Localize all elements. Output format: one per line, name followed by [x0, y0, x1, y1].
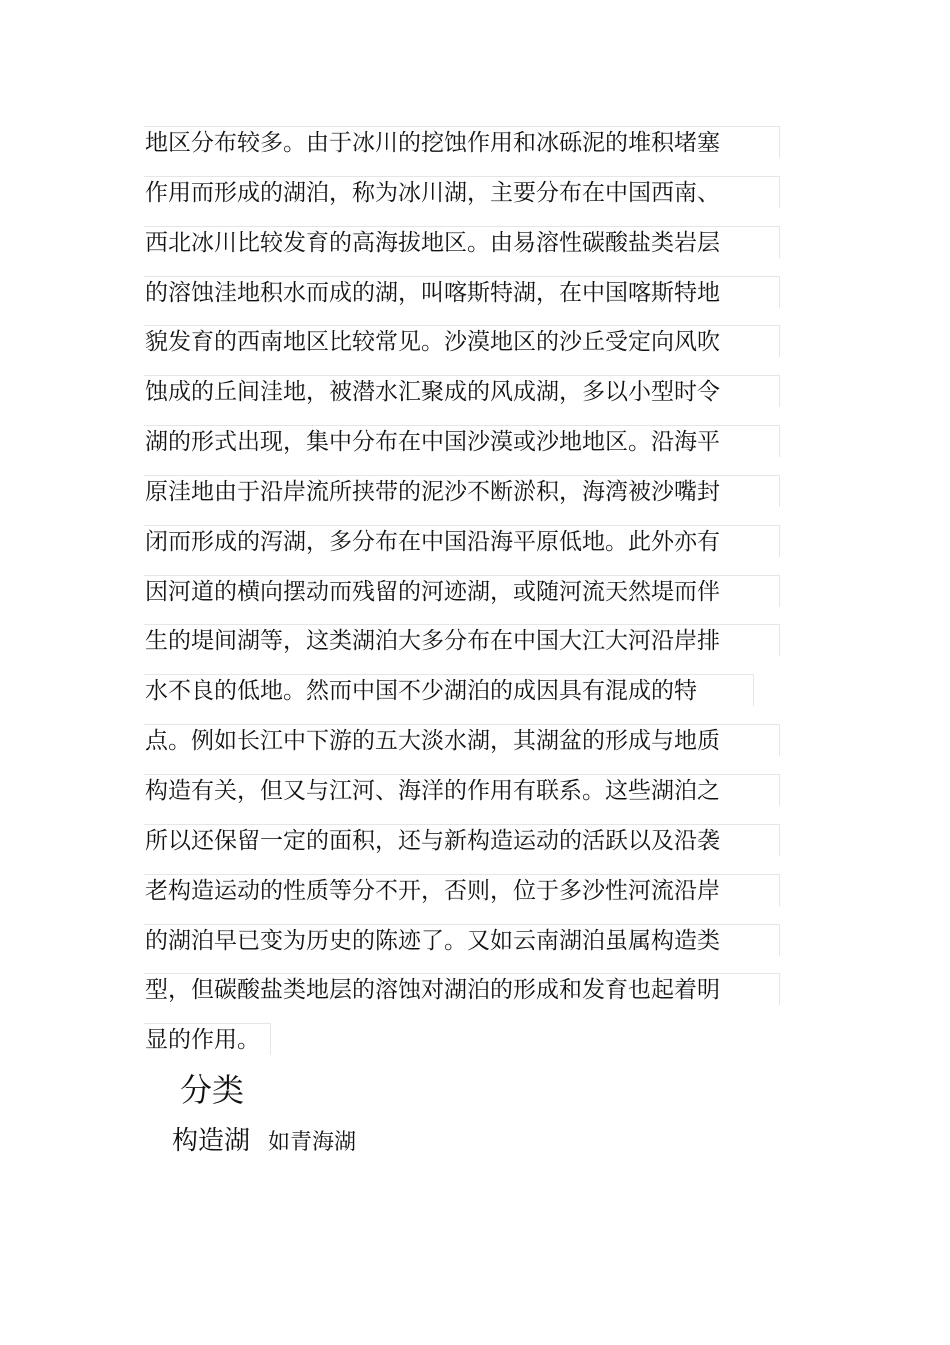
paragraph-line: 地区分布较多。由于冰川的挖蚀作用和冰砾泥的堆积堵塞	[144, 126, 780, 158]
paragraph-line: 生的堤间湖等，这类湖泊大多分布在中国大江大河沿岸排	[144, 624, 780, 656]
term-example: 如青海湖	[268, 1130, 357, 1155]
paragraph-line: 貌发育的西南地区比较常见。沙漠地区的沙丘受定向风吹	[144, 325, 780, 357]
paragraph-line: 的湖泊早已变为历史的陈迹了。又如云南湖泊虽属构造类	[144, 924, 780, 956]
paragraph-line: 显的作用。	[144, 1023, 271, 1055]
paragraph-line: 点。例如长江中下游的五大淡水湖，其湖盆的形成与地质	[144, 724, 780, 756]
paragraph-line: 蚀成的丘间洼地，被潜水汇聚成的风成湖，多以小型时令	[144, 375, 780, 407]
paragraph-line: 型，但碳酸盐类地层的溶蚀对湖泊的形成和发育也起着明	[144, 973, 780, 1005]
paragraph-line: 构造有关，但又与江河、海洋的作用有联系。这些湖泊之	[144, 774, 780, 806]
paragraph-line: 闭而形成的泻湖，多分布在中国沿海平原低地。此外亦有	[144, 525, 780, 557]
paragraph-line: 原洼地由于沿岸流所挟带的泥沙不断淤积，海湾被沙嘴封	[144, 475, 780, 507]
section-heading: 分类	[180, 1071, 245, 1109]
paragraph-line: 老构造运动的性质等分不开，否则，位于多沙性河流沿岸	[144, 874, 780, 906]
paragraph-line: 水不良的低地。然而中国不少湖泊的成因具有混成的特	[144, 674, 754, 706]
paragraph-line: 因河道的横向摆动而残留的河迹湖，或随河流天然堤而伴	[144, 575, 780, 607]
term-row	[172, 1124, 356, 1161]
paragraph-line: 的溶蚀洼地积水而成的湖，叫喀斯特湖，在中国喀斯特地	[144, 276, 780, 308]
paragraph-line: 西北冰川比较发育的高海拔地区。由易溶性碳酸盐类岩层	[144, 226, 780, 258]
paragraph-line: 所以还保留一定的面积，还与新构造运动的活跃以及沿袭	[144, 824, 780, 856]
paragraph-line: 作用而形成的湖泊，称为冰川湖，主要分布在中国西南、	[144, 176, 780, 208]
paragraph-line: 湖的形式出现，集中分布在中国沙漠或沙地地区。沿海平	[144, 425, 780, 457]
term-label: 构造湖	[172, 1126, 251, 1156]
